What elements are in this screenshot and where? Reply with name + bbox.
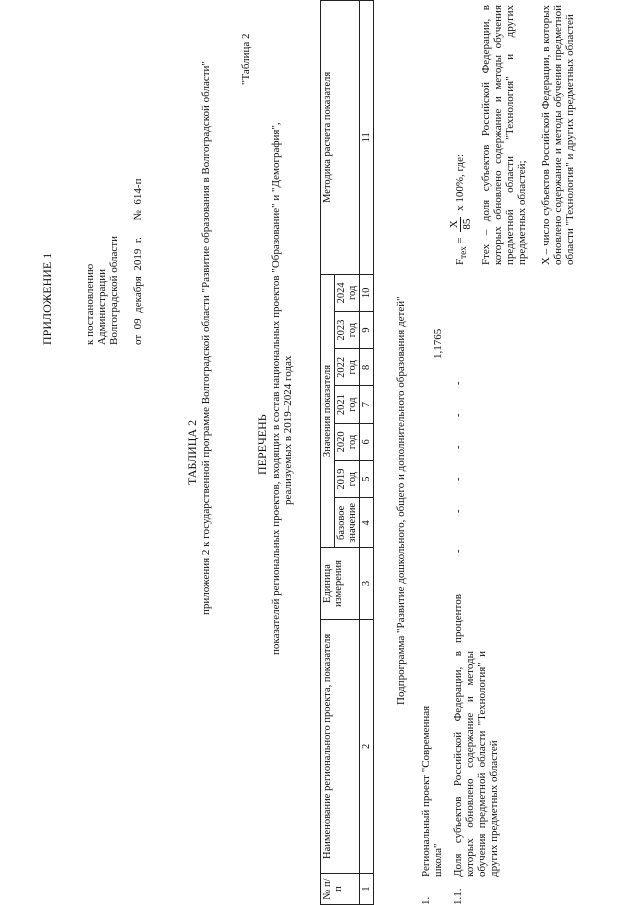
row-1-1-method-desc-2: X – число субъектов Российской Федерации, в которых обновлено содержание и методы обучения предметной области "Технология" и других предметных областей [540,5,576,265]
list-line-1: показателей региональных проектов, входящих в состав национальных проектов "Образование" и "Демография", [270,122,282,655]
colnum-11: 11 [360,1,374,275]
appendix-line-1: к постановлению [84,263,96,345]
header-2023: 2023 год [335,311,360,348]
header-values-group: Значения показателя [321,274,335,548]
appendix-date-line: от 09 декабря 2019 г. № 614-п [132,178,144,345]
colnum-10: 10 [360,274,374,311]
table-subtitle: приложения 2 к государственной программе Волгоградской области "Развитие образования в Волгоградской области" [200,61,212,615]
table-reference: "Таблица 2 [240,33,252,85]
header-num: № п/п [321,874,360,905]
colnum-5: 5 [360,461,374,498]
formula-fraction: X 85 [448,218,473,230]
list-heading: ПЕРЕЧЕНЬ [255,414,269,475]
header-2020: 2020 год [335,423,360,460]
row-1-1-formula: $F_{тех}$ = X 85 x 100%, где: [448,153,473,265]
colnum-8: 8 [360,349,374,386]
row-1-1-number: 1.1. [452,888,464,905]
header-method: Методика расчета показателя [321,1,360,275]
list-line-2: реализуемых в 2019–2024 годах [282,355,294,505]
colnum-9: 9 [360,311,374,348]
colnum-4: 4 [360,498,374,548]
column-number-row [360,1,374,905]
header-unit: Единица измерения [321,548,360,619]
row-1-1-2019: - [452,509,464,513]
row-1-number: 1. [420,896,432,905]
row-1-1-unit: процентов [452,594,464,643]
header-2019: 2019 год [335,461,360,498]
header-name: Наименование регионального проекта, показателя [321,619,360,873]
header-base: базовое значение [335,498,360,548]
row-1-name: Региональный проект "Современная школа" [420,705,444,877]
row-1-1-2024: 1,1765 [432,328,444,359]
subprogram-heading: Подпрограмма "Развитие дошкольного, общего и дополнительного образования детей" [395,296,407,705]
row-1-1-2021: - [452,445,464,449]
header-2024: 2024 год [335,274,360,311]
colnum-1: 1 [360,874,374,905]
colnum-2: 2 [360,619,374,873]
appendix-line-3: Волгоградской области [108,236,120,345]
indicators-table [320,0,374,905]
colnum-7: 7 [360,386,374,423]
row-1-1-2022: - [452,413,464,417]
table-title: ТАБЛИЦА 2 [185,419,199,485]
colnum-3: 3 [360,548,374,619]
header-2021: 2021 год [335,386,360,423]
header-2022: 2022 год [335,349,360,386]
appendix-line-2: Администрации [96,268,108,345]
row-1-1-2020: - [452,477,464,481]
row-1-1-base: - [452,549,464,553]
row-1-1-method-desc-1: Fтех – доля субъектов Российской Федерации, в которых обновлено содержание и методы обучения предметной области "Технология" и других предметных областей; [480,5,528,265]
colnum-6: 6 [360,423,374,460]
appendix-heading: ПРИЛОЖЕНИЕ 1 [40,252,54,345]
row-1-1-2023: - [452,381,464,385]
row-1-1-name: Доля субъектов Российской Федерации, в которых обновлено содержание и методы обучения предметной области "Технология" и других предметных областей [452,651,500,877]
